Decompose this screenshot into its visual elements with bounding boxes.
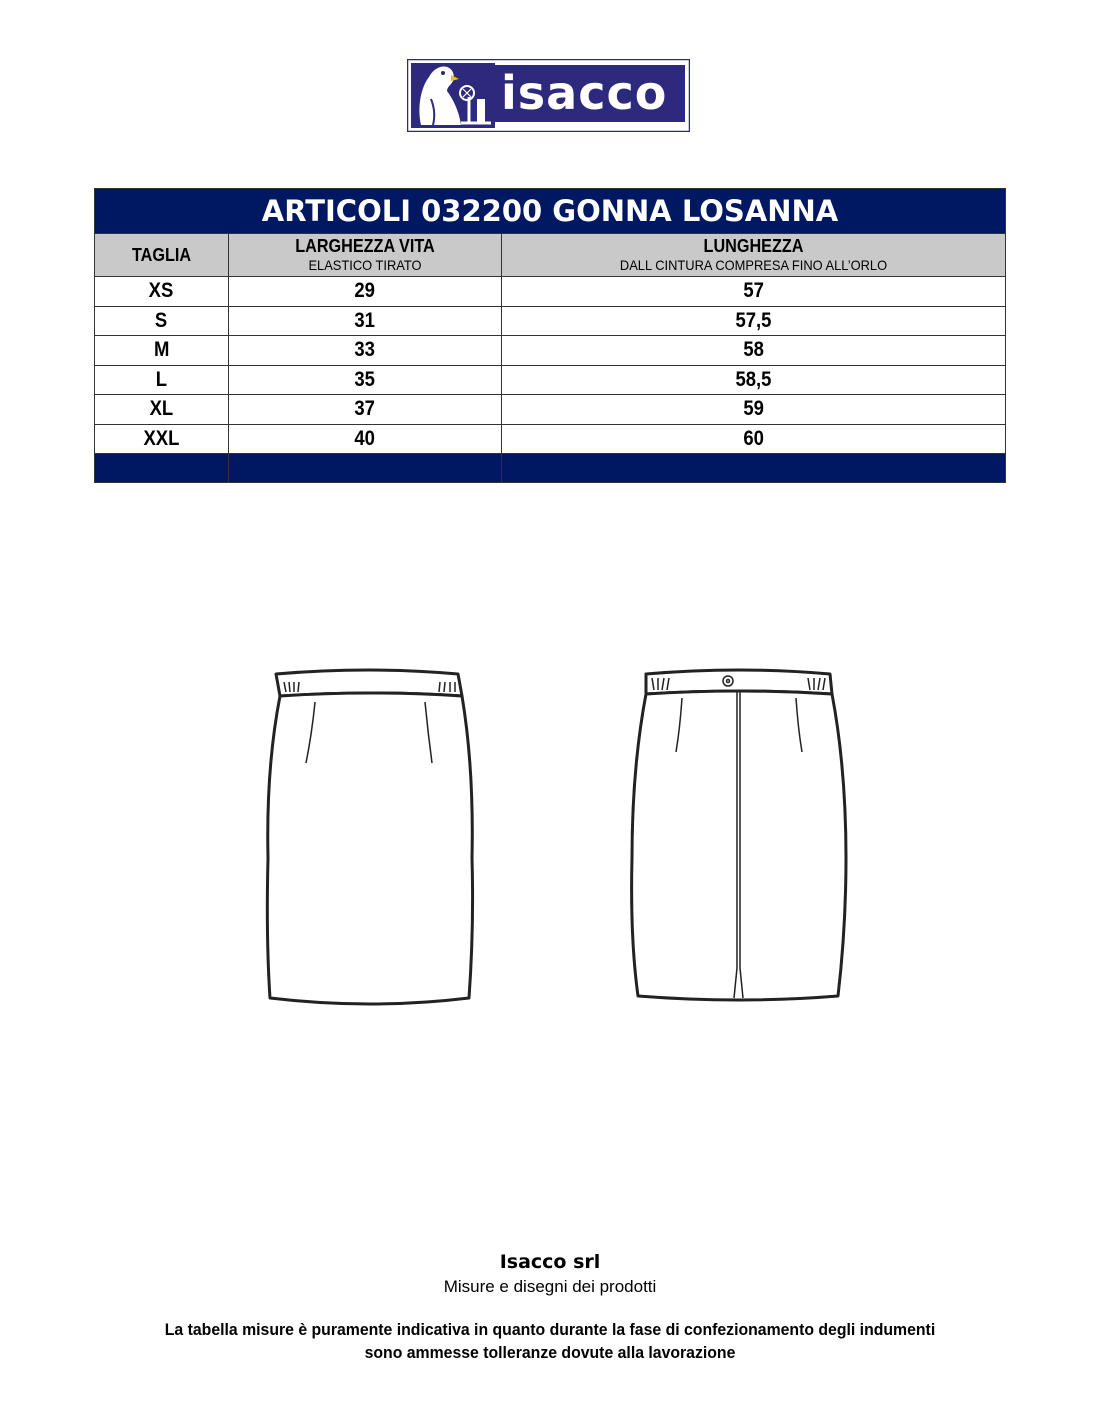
cell-waist: 40 — [229, 424, 502, 454]
cell-waist: 35 — [229, 365, 502, 395]
table-footer-row — [95, 454, 1006, 483]
header-waist-label: LARGHEZZA VITA — [295, 236, 435, 256]
table-row — [95, 365, 1006, 395]
cell-length: 58,5 — [502, 365, 1006, 395]
cell-length: 60 — [502, 424, 1006, 454]
logo-wordmark: isacco — [495, 65, 685, 122]
cell-length: 57 — [502, 277, 1006, 307]
table-header-row — [95, 234, 1006, 277]
cell-length: 58 — [502, 336, 1006, 366]
company-subtitle: Misure e disegni dei prodotti — [443, 1277, 657, 1296]
disclaimer — [0, 1318, 1100, 1364]
cell-length: 57,5 — [502, 306, 1006, 336]
table-row — [95, 395, 1006, 425]
table-row — [95, 277, 1006, 307]
isacco-logo — [407, 59, 690, 132]
cell-waist: 33 — [229, 336, 502, 366]
header-waist-sublabel: ELASTICO TIRATO — [308, 257, 422, 273]
cell-size: S — [95, 306, 229, 336]
cell-size: M — [95, 336, 229, 366]
cell-size: XXL — [95, 424, 229, 454]
header-size-label: TAGLIA — [131, 245, 192, 265]
table-row — [95, 306, 1006, 336]
table-row — [95, 336, 1006, 366]
cell-size: L — [95, 365, 229, 395]
skirt-back-drawing — [630, 668, 848, 1003]
table-title: ARTICOLI 032200 GONNA LOSANNA — [95, 189, 1006, 234]
footer-cell — [95, 454, 229, 483]
header-length — [502, 234, 1006, 277]
cell-size: XS — [95, 277, 229, 307]
skirt-front-drawing — [262, 668, 477, 1008]
cell-waist: 31 — [229, 306, 502, 336]
table-row — [95, 424, 1006, 454]
header-length-label: LUNGHEZZA — [703, 236, 804, 256]
cell-length: 59 — [502, 395, 1006, 425]
company-name: Isacco srl — [499, 1251, 601, 1273]
disclaimer-line-2: sono ammesse tolleranze dovute alla lavorazione — [364, 1343, 736, 1362]
footer-cell — [229, 454, 502, 483]
header-size — [95, 234, 229, 277]
cell-waist: 29 — [229, 277, 502, 307]
table-title-row — [95, 189, 1006, 234]
cell-waist: 37 — [229, 395, 502, 425]
footer-cell — [502, 454, 1006, 483]
size-table — [94, 188, 1006, 483]
header-waist — [229, 234, 502, 277]
cell-size: XL — [95, 395, 229, 425]
disclaimer-line-1: La tabella misure è puramente indicativa in quanto durante la fase di confezionamento degli indumenti — [164, 1320, 936, 1339]
header-length-sublabel: DALL CINTURA COMPRESA FINO ALL’ORLO — [619, 257, 888, 273]
